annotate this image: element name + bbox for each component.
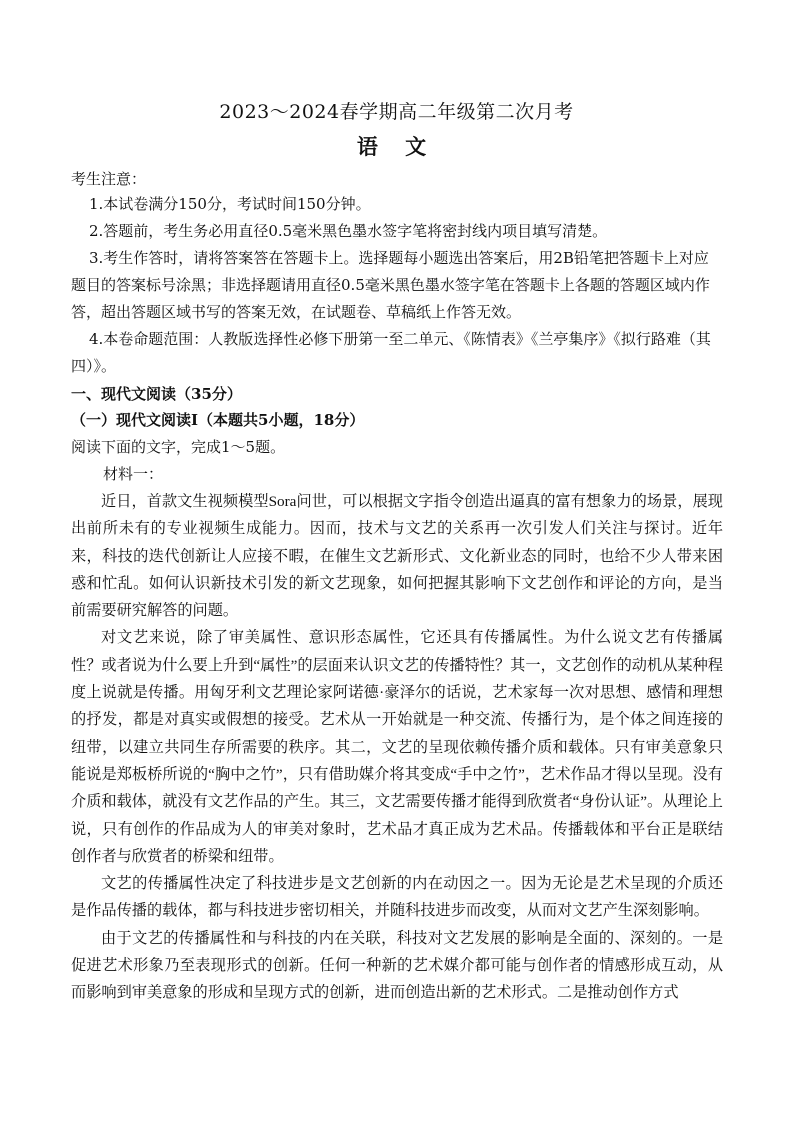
notice-item: 3.考生作答时，请将答案答在答题卡上。选择题每小题选出答案后，用2B铅笔把答题卡上对应题目的答案标号涂黑；非选择题请用直径0.5毫米黑色墨水签字笔在答题卡上各题的答题区域内作答，超出答题区域书写的答案无效，在试题卷、草稿纸上作答无效。 — [71, 249, 710, 321]
reading-passage — [71, 488, 723, 1007]
passage-paragraph: 近日，首款文生视频模型Sora问世，可以根据文字指令创造出逼真的富有想象力的场景，展现出前所未有的专业视频生成能力。因而，技术与文艺的关系再一次引发人们关注与探讨。近年来，科技的迭代创新让人应接不暇，在催生文艺新形式、文化新业态的同时，也给不少人带来困惑和忙乱。如何认识新技术引发的新文艺现象，如何把握其影响下文艺创作和评论的方向，是当前需要研究解答的问题。 — [71, 493, 723, 620]
subsection-heading: （一）现代文阅读Ⅰ（本题共5小题，18分） — [71, 411, 365, 429]
exam-title: 2023～2024春学期高二年级第二次月考 — [219, 101, 574, 123]
subject-title: 语 文 — [356, 134, 437, 159]
notice-item: 2.答题前，考生务必用直径0.5毫米黑色墨水签字笔将密封线内项目填写清楚。 — [89, 222, 608, 240]
notice-item: 4.本卷命题范围：人教版选择性必修下册第一至二单元、《陈情表》《兰亭集序》《拟行路难（其四）》。 — [71, 330, 711, 375]
passage-paragraph: 文艺的传播属性决定了科技进步是文艺创新的内在动因之一。因为无论是艺术呈现的介质还是作品传播的载体，都与科技进步密切相关，并随科技进步而改变，从而对文艺产生深刻影响。 — [71, 875, 723, 920]
notice-item: 1.本试卷满分150分，考试时间150分钟。 — [89, 195, 371, 213]
reading-instruction: 阅读下面的文字，完成1～5题。 — [71, 438, 286, 456]
section-heading: 一、现代文阅读（35分） — [71, 385, 242, 403]
passage-paragraph: 对文艺来说，除了审美属性、意识形态属性，它还具有传播属性。为什么说文艺有传播属性？或者说为什么要上升到“属性”的层面来认识文艺的传播特性？其一，文艺创作的动机从某种程度上说就是传播。用匈牙利文艺理论家阿诺德·豪泽尔的话说，艺术家每一次对思想、感情和理想的抒发，都是对真实或假想的接受。艺术从一开始就是一种交流、传播行为，是个体之间连接的纽带，以建立共同生存所需要的秩序。其二，文艺的呈现依赖传播介质和载体。只有审美意象只能说是郑板桥所说的“胸中之竹”，只有借助媒介将其变成“手中之竹”，艺术作品才得以呈现。没有介质和载体，就没有文艺作品的产生。其三，文艺需要传播才能得到欣赏者“身份认证”。从理论上说，只有创作的作品成为人的审美对象时，艺术品才真正成为艺术品。传播载体和平台正是联结创作者与欣赏者的桥梁和纽带。 — [71, 629, 723, 865]
notice-heading: 考生注意： — [71, 170, 147, 188]
notice-list — [71, 191, 723, 380]
material-label: 材料一： — [103, 465, 164, 483]
passage-paragraph: 由于文艺的传播属性和与科技的内在关联，科技对文艺发展的影响是全面的、深刻的。一是促进艺术形象乃至表现形式的创新。任何一种新的艺术媒介都可能与创作者的情感形成互动，从而影响到审美意象的形成和呈现方式的创新，进而创造出新的艺术形式。二是推动创作方式 — [71, 929, 723, 1002]
